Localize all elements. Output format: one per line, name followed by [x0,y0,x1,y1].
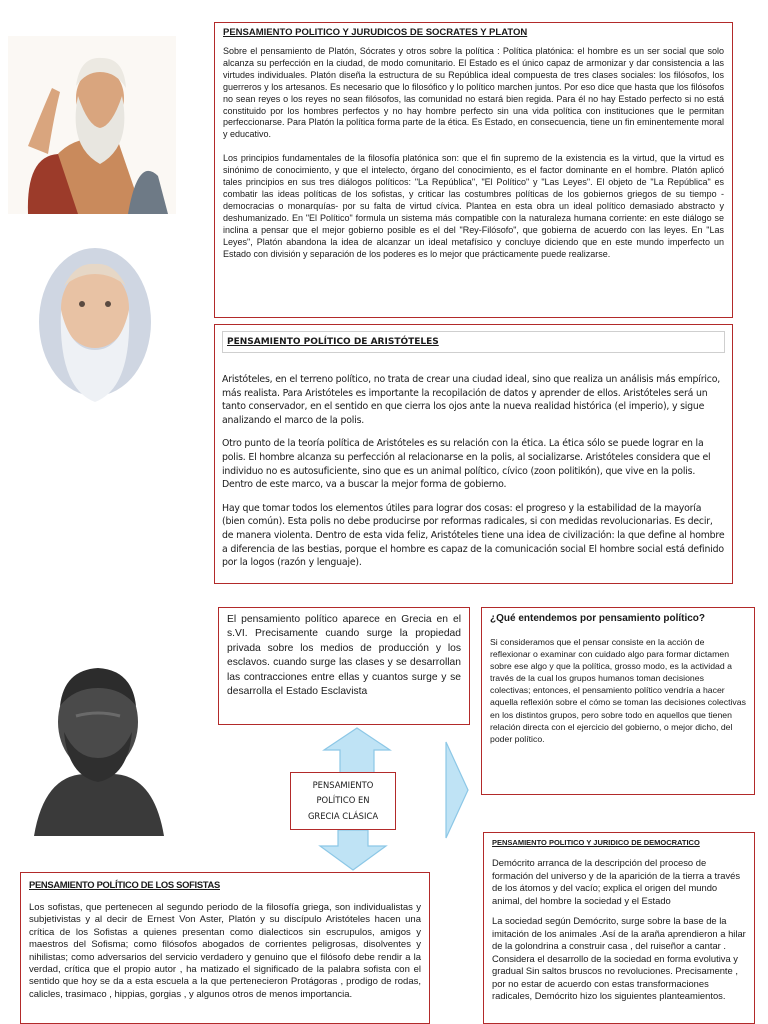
aristoteles-title-bar [222,331,725,353]
democrito-paragraph-2: La sociedad según Demócrito, surge sobre la base de la imitación de los animales .Así de la araña aprendieron a hilar de la golondrina a construir casa , del ruiseñor a cantar . Considera el desarrollo de la sociedad en forma evolutiva y gradual Sin saltos bruscos no revoluciones. Precisamente , por no estar de acuerdo con estas transformaciones radicales, Demócrito hizo los siguientes planteamientos. [492,915,746,1001]
democrito-box [483,832,755,1024]
aristoteles-paragraph-2: Otro punto de la teoría política de Aristóteles es su relación con la ética. La ética sólo se puede lograr en la polis. El hombre alcanza su perfección al relacionarse en la polis, al socializarse. Aristóteles considera que el individuo no es autosuficiente, sino que es un animal político, cívico (zoon politikón), que vive en la polis. Dentro de este marco, va a buscar la mejor forma de gobierno. [222,438,711,491]
aristoteles-paragraph-1: Aristóteles, en el terreno político, no trata de crear una ciudad ideal, sino que realiza un análisis más empírico, más realista. Para Aristóteles es importante la recopilación de datos y aprender de ellos. Aristóteles será un tanto conservador, en el sentido en que cierra los ojos ante la nueva realidad histórica (el imperio), y sigue analizando el marco de la polis. [222,374,721,426]
arrow-right [444,740,470,840]
aristotle-portrait [24,636,170,836]
arrow-down [318,828,388,872]
center-topic-box [290,772,396,830]
arrow-up [322,726,392,776]
question-title: ¿Qué entendemos por pensamiento político? [490,613,706,624]
aristoteles-paragraph-3: Hay que tomar todos los elementos útiles para lograr dos cosas: el progreso y la estabilidad de la mayoría (bien común). Esta polis no debe producirse por reformas radicales, si con medidas revolucionarias. Es decir, de manera violenta. Dentro de esta vida feliz, Aristóteles tiene una idea de civilización: la que define al hombre a diferencia de las bestias, porque el hombre es capaz de la comunicación social El hombre social está definido por la logos (razón y lenguaje). [222,502,725,569]
sofistas-title: PENSAMIENTO POLÍTICO DE LOS SOFISTAS [29,879,220,890]
plato-portrait [8,36,176,214]
socrates-portrait [28,238,162,414]
center-topic-label: PENSAMIENTO POLÍTICO EN GRECIA CLÁSICA [307,779,379,821]
sofistas-text: Los sofistas, que pertenecen al segundo periodo de la filosofía griega, son individualistas y subjetivistas y al decir de Ernest Von Aster, Platón y su discípulo Aristóteles hacen una crítica de los Sofistas a quienes presentan como dialecticos sin escrupulos, amigos y maestros del Sofisma; como filósofos abogados de corrientes peligrosas, disolventes y nihilistas; como adversarios del servicio verdadero y genuino que el filósofo debe rendir a la verdad, crítica que el propio autor , ha matizado el significado de la palabra sofista con el sentido que hoy se da a esta escuela a la que pertenecieron Protágoras , prodigo de rodas, calicles, trasimaco , hippias, gorgias , y algunos otros de menos importancia. [29,902,421,1000]
grecia-origin-box [218,607,470,725]
platon-socrates-box [214,22,733,318]
democrito-title: PENSAMIENTO POLITICO Y JURIDICO DE DEMOCRATICO [492,838,700,847]
sofistas-box [20,872,430,1024]
question-text: Si consideramos que el pensar consiste en la acción de reflexionar o examinar con cuidado algo para formar dictamen sobre ese algo y que la política, grosso modo, es la actividad a través de la cual los grupos humanos toman decisiones colectivas; entonces, el pensamiento político vendría a hacer aquella reflexión sobre el cómo se toman las decisiones colectivas en los distintos grupos, pero sobre todo en aquellos que tienen relación directa con el ejercicio del gobierno, o mejor dicho, del poder político. [490,637,746,744]
platon-section-title: PENSAMIENTO POLITICO Y JURUDICOS DE SOCRATES Y PLATON [223,27,528,38]
aristoteles-section-title: PENSAMIENTO POLÍTICO DE ARISTÓTELES [227,337,439,347]
democrito-paragraph-1: Demócrito arranca de la descripción del proceso de formación del universo y de la aparición de la tierra a través de los átomos y del vacío; explica el origen del mundo animal, del hombre la sociedad y el Estado [492,857,741,906]
aristoteles-box [214,324,733,584]
platon-paragraph-1: Sobre el pensamiento de Platón, Sócrates y otros sobre la política : Política platónica: el hombre es un ser social que solo alcanza su perfección en la ciudad, de modo comunitario. El Estado es el único capaz de armonizar y dar consistencia a las virtudes individuales. Platón diseña la estructura de su República ideal compuesta de tres clases sociales: los filósofos, los guerreros y los artesanos. Es necesario que lo filosófico y lo político marchen juntos. Por eso dice que hasta que los filósofos no sean reyes o los reyes no sean filósofos, las comunidad no estará bien regida. Para él no hay Estado perfecto si no está constituido por los hombres perfectos y no hay hombre perfecto sin una vida política con instituciones que le permitan perfeccionarse. Para Platón la política forma parte de la ética. Es Estado, en consecuencia, tiene un fin eminentemente moral y educativo. [223,46,724,140]
platon-paragraph-2: Los principios fundamentales de la filosofía platónica son: que el fin supremo de la existencia es la virtud, que la virtud es sinónimo de conocimiento, y que el intelecto, órgano del conocimiento, es el factor dominante en el hombre. Platón aplicó tales principios en sus tres diálogos políticos: "La República", "El Político" y "Las Leyes". El objeto de "La República" es combatir las ideas políticas de los sofistas, y criticar las costumbres políticas de los gobiernos griegos de su tiempo -democracias o monarquías- por su falta de virtud cívica. Plantea en esta obra un ideal político demasiado abstracto y deshumanizado. En "El Político" formula un sistema más compatible con la naturaleza humana corriente: en este diálogo se inclina a pensar que el mejor gobierno posible es el del "Rey-Filósofo", que gobierna de acuerdo con las leyes. En "Las Leyes", Platón abandona la idea de alcanzar un ideal metafísico y concluye diciendo que en este mundo imperfecto un Estado con división y separación de los poderes es lo mejor que prácticamente puede realizarse. [223,153,724,259]
question-box [481,607,755,795]
grecia-origin-text: El pensamiento político aparece en Grecia en el s.VI. Precisamente cuando surge la propiedad privada sobre los medios de producción y los esclavos. cuando surge las clases y se desarrollan las contracciones entre ellas y cuantos surge y se desarrolla el Estado Esclavista [227,614,461,698]
